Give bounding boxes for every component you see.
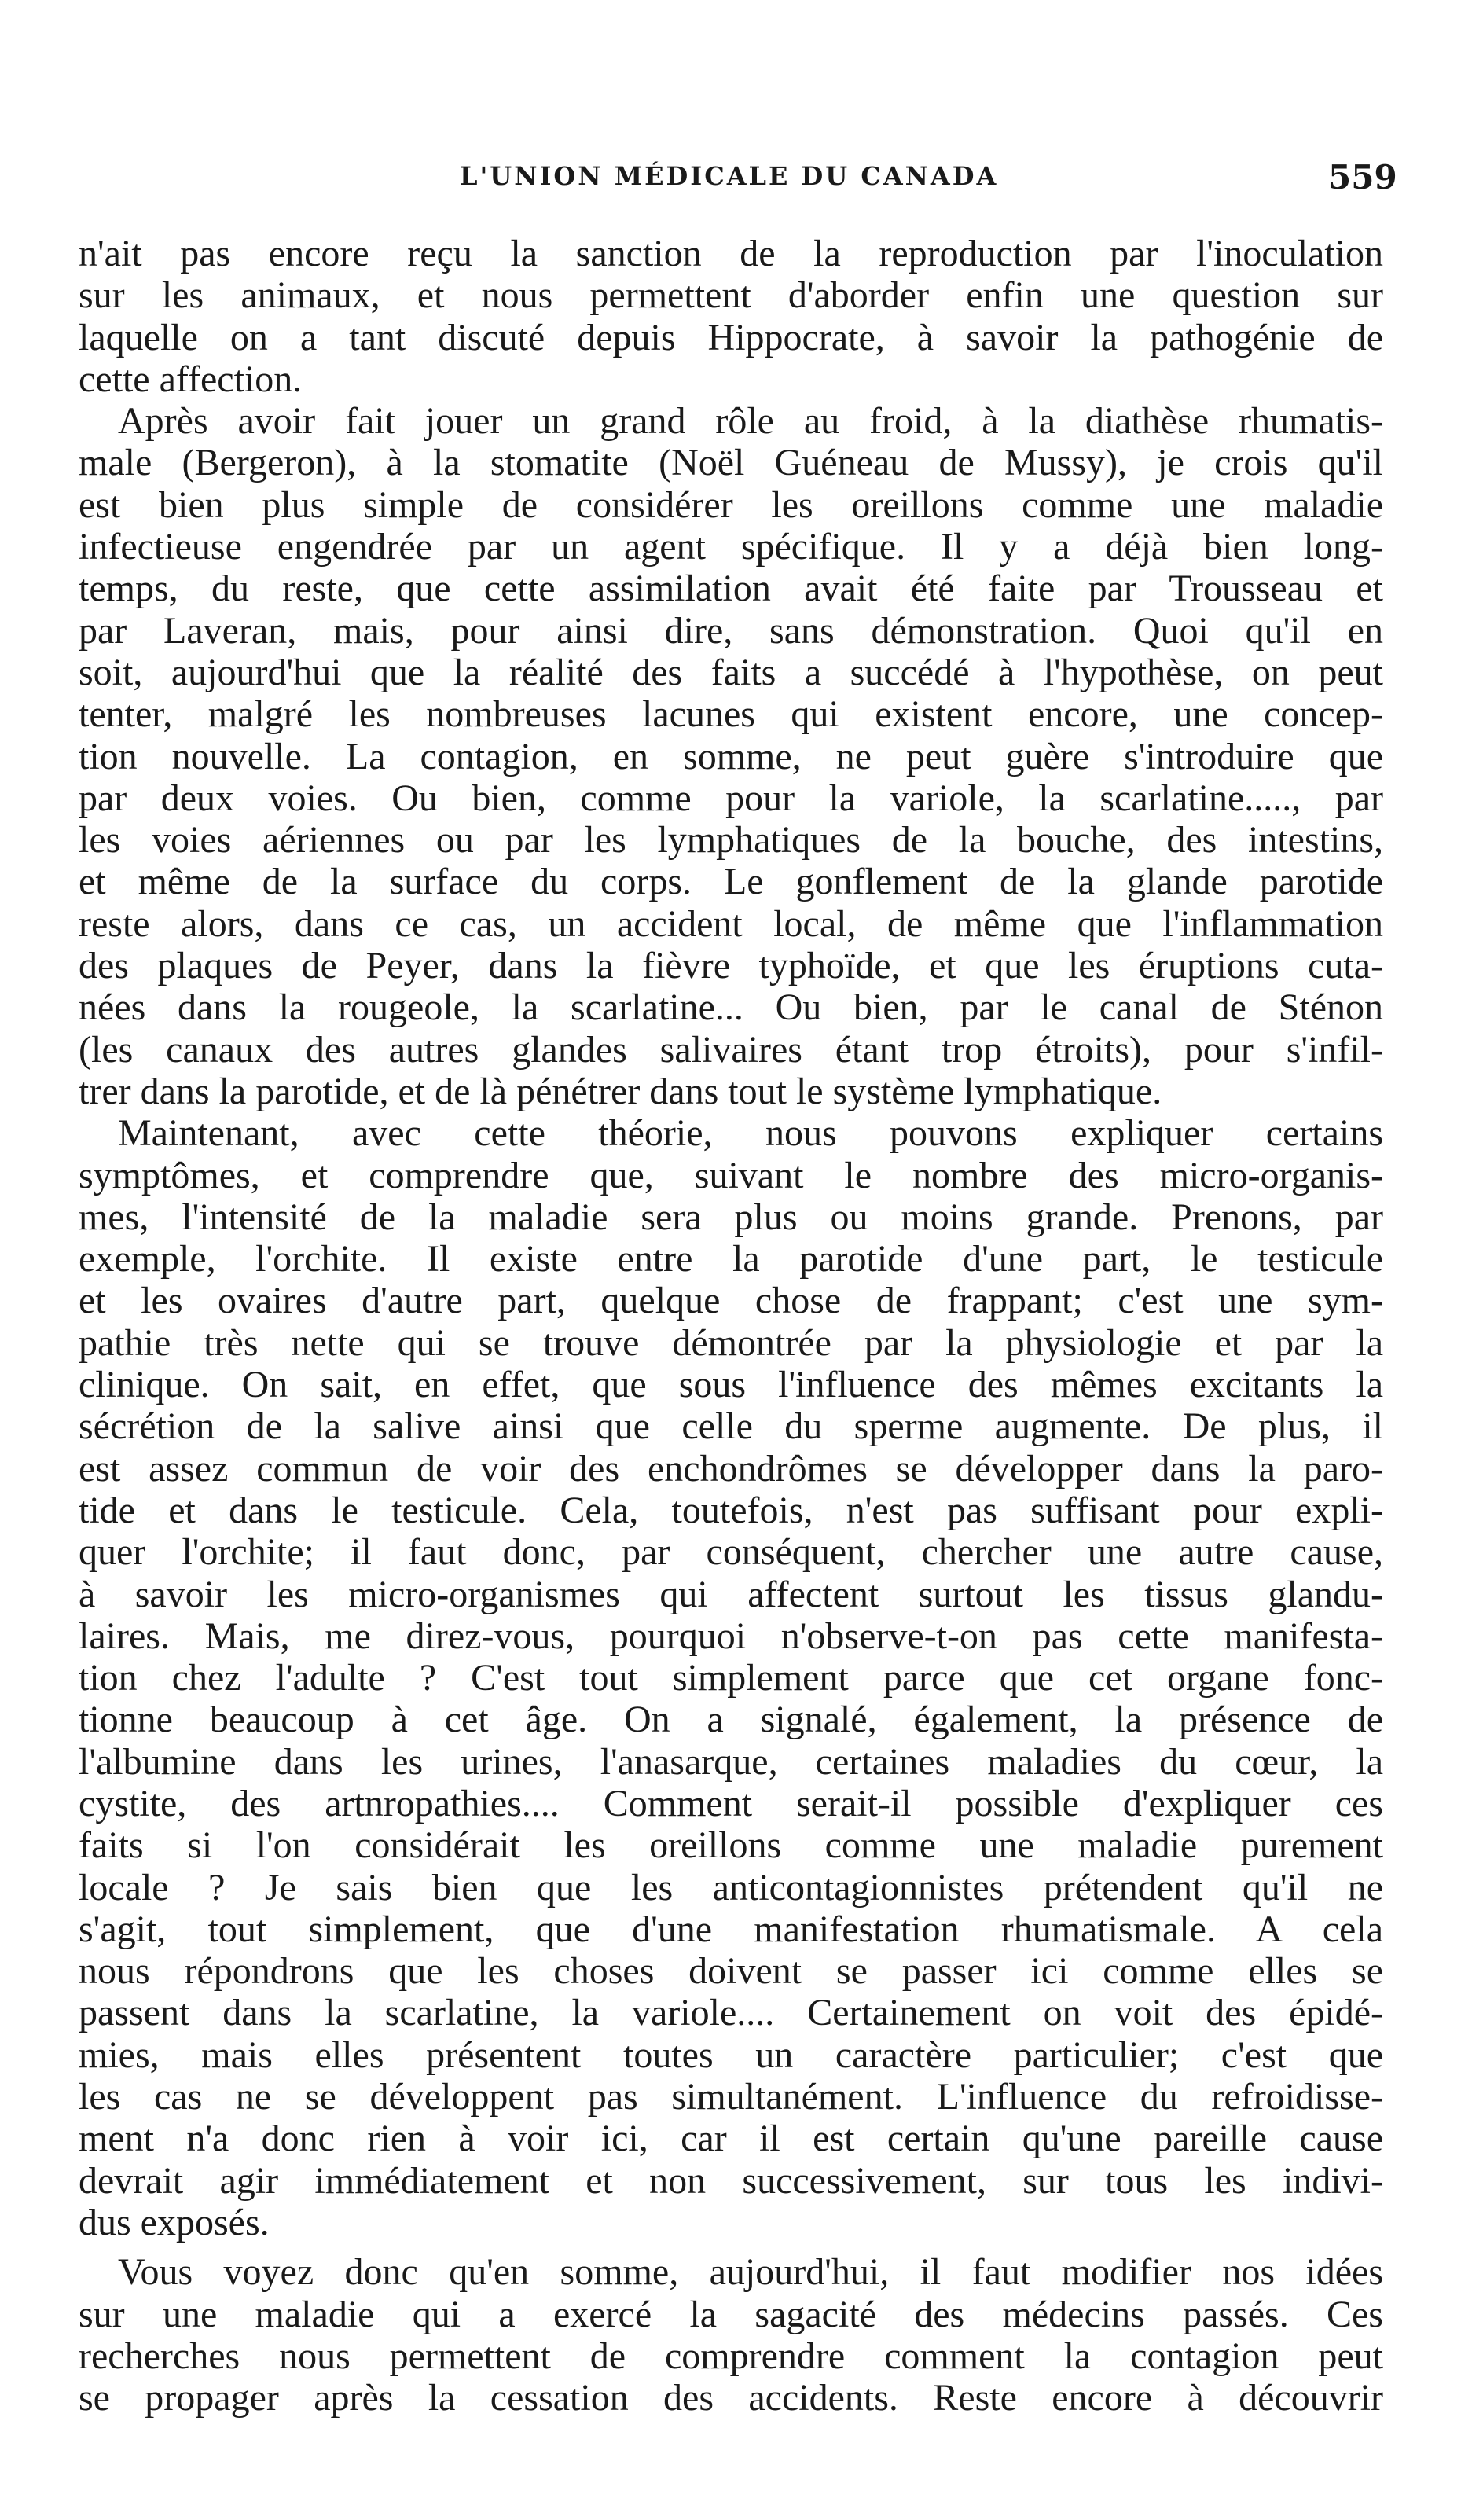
text-line: soit, aujourd'hui que la réalité des faits a succédé à l'hypothèse, on peut [79,651,1383,693]
text-line: par deux voies. Ou bien, comme pour la variole, la scarlatine....., par [79,777,1383,819]
text-line: laires. Mais, me direz-vous, pourquoi n'observe-t-on pas cette manifesta- [79,1614,1383,1657]
text-line: est assez commun de voir des enchondrômes se développer dans la paro- [79,1447,1383,1490]
text-line: se propager après la cessation des accidents. Reste encore à découvrir [79,2377,1383,2419]
text-line: male (Bergeron), à la stomatite (Noël Guéneau de Mussy), je crois qu'il [79,442,1383,484]
text-line: par Laveran, mais, pour ainsi dire, sans démonstration. Quoi qu'il en [79,609,1383,652]
text-line: des plaques de Peyer, dans la fièvre typhoïde, et que les éruptions cuta- [79,945,1383,987]
text-line: nous répondrons que les choses doivent se passer ici comme elles se [79,1950,1383,1993]
text-line: cette affection. [79,358,303,400]
text-line: et même de la surface du corps. Le gonflement de la glande parotide [79,861,1383,903]
text-line: les cas ne se développent pas simultanément. L'influence du refroidisse- [79,2076,1383,2118]
text-line: passent dans la scarlatine, la variole.... Certainement on voit des épidé- [79,1992,1383,2034]
text-line: (les canaux des autres glandes salivaires étant trop étroits), pour s'infil- [79,1028,1383,1071]
page-number: 559 [1328,158,1397,197]
text-line: reste alors, dans ce cas, un accident local, de même que l'inflammation [79,902,1383,945]
text-line: faits si l'on considérait les oreillons comme une maladie purement [79,1824,1383,1867]
running-head [0,158,1483,208]
body-text [79,233,1383,2419]
text-line: tion chez l'adulte ? C'est tout simplement parce que cet organe fonc- [79,1657,1383,1699]
journal-title: L'UNION MÉDICALE DU CANADA [460,161,999,191]
text-line: l'albumine dans les urines, l'anasarque, certaines maladies du cœur, la [79,1740,1383,1783]
text-line: mes, l'intensité de la maladie sera plus ou moins grande. Prenons, par [79,1196,1383,1238]
text-line: devrait agir immédiatement et non successivement, sur tous les indivi- [79,2159,1383,2202]
text-line: tide et dans le testicule. Cela, toutefois, n'est pas suffisant pour expli- [79,1489,1383,1531]
text-line: à savoir les micro-organismes qui affectent surtout les tissus glandu- [79,1573,1383,1615]
text-line: cystite, des artnropathies.... Comment serait-il possible d'expliquer ces [79,1782,1383,1824]
text-line: trer dans la parotide, et de là pénétrer dans tout le système lymphatique. [79,1070,1162,1112]
text-line: mies, mais elles présentent toutes un caractère particulier; c'est que [79,2033,1383,2076]
text-line: s'agit, tout simplement, que d'une manifestation rhumatismale. A cela [79,1908,1383,1950]
text-line: temps, du reste, que cette assimilation avait été faite par Trousseau et [79,568,1383,610]
text-line: tion nouvelle. La contagion, en somme, ne peut guère s'introduire que [79,735,1383,777]
text-line: infectieuse engendrée par un agent spécifique. Il y a déjà bien long- [79,526,1383,568]
text-line: ment n'a donc rien à voir ici, car il est certain qu'une pareille cause [79,2118,1383,2160]
text-line: exemple, l'orchite. Il existe entre la parotide d'une part, le testicule [79,1238,1383,1280]
text-line: laquelle on a tant discuté depuis Hippocrate, à savoir la pathogénie de [79,316,1383,358]
text-line: Maintenant, avec cette théorie, nous pouvons expliquer certains [118,1112,1383,1155]
text-line: pathie très nette qui se trouve démontrée par la physiologie et par la [79,1321,1383,1364]
text-line: Vous voyez donc qu'en somme, aujourd'hui, il faut modifier nos idées [118,2251,1383,2294]
text-line: Après avoir fait jouer un grand rôle au froid, à la diathèse rhumatis- [118,400,1383,443]
text-line: nées dans la rougeole, la scarlatine... Ou bien, par le canal de Sténon [79,986,1383,1029]
text-line: quer l'orchite; il faut donc, par conséquent, chercher une autre cause, [79,1531,1383,1574]
text-line: dus exposés. [79,2201,270,2243]
text-line: sur les animaux, et nous permettent d'aborder enfin une question sur [79,274,1383,317]
text-line: recherches nous permettent de comprendre comment la contagion peut [79,2334,1383,2377]
text-line: tionne beaucoup à cet âge. On a signalé, également, la présence de [79,1699,1383,1741]
text-line: et les ovaires d'autre part, quelque chose de frappant; c'est une sym- [79,1280,1383,1322]
text-line: sécrétion de la salive ainsi que celle du sperme augmente. De plus, il [79,1405,1383,1448]
text-line: est bien plus simple de considérer les oreillons comme une maladie [79,483,1383,526]
text-line: tenter, malgré les nombreuses lacunes qui existent encore, une concep- [79,693,1383,736]
text-line: locale ? Je sais bien que les anticontagionnistes prétendent qu'il ne [79,1866,1383,1908]
text-line: sur une maladie qui a exercé la sagacité des médecins passés. Ces [79,2293,1383,2335]
text-line: les voies aériennes ou par les lymphatiques de la bouche, des intestins, [79,819,1383,861]
text-line: symptômes, et comprendre que, suivant le nombre des micro-organis- [79,1154,1383,1196]
text-line: n'ait pas encore reçu la sanction de la reproduction par l'inoculation [79,233,1383,274]
text-line: clinique. On sait, en effet, que sous l'influence des mêmes excitants la [79,1364,1383,1406]
